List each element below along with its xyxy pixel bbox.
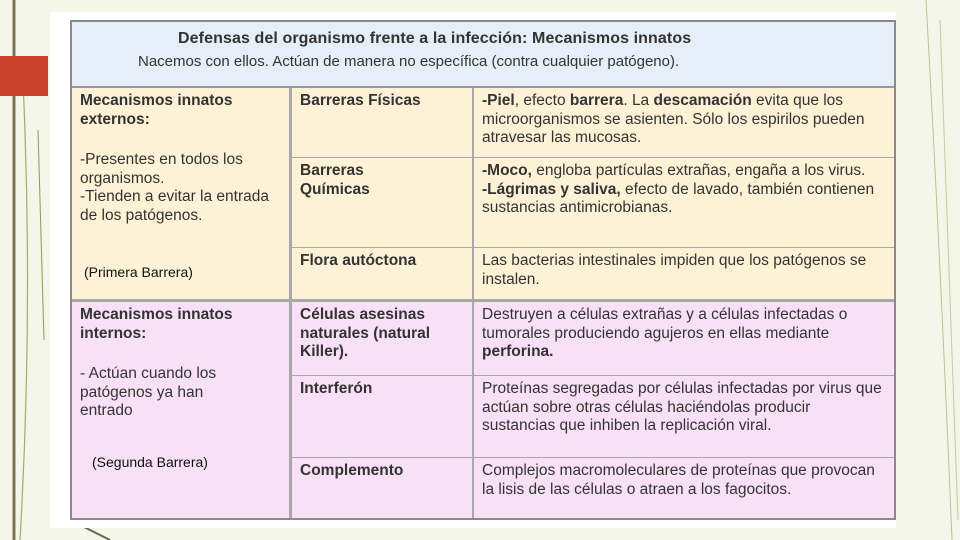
external-heading: Mecanismos innatos externos: [80,92,233,128]
second-barrier-note: (Segunda Barrera) [92,454,208,470]
native-flora-name: Flora autóctona [292,248,474,302]
nk-cells-name: Células asesinas naturales (natural Killer). [292,302,474,376]
physical-barriers-desc: -Piel, efecto barrera. La descamación evita que los microorganismos se asienten. Sólo los espirilos pueden atravesar las mucosas. [474,88,894,158]
external-point: -Presentes en todos los organismos. [80,151,243,187]
physical-barriers-name: Barreras Físicas [292,88,474,158]
slide [50,12,896,528]
innate-mechanisms-table [70,20,896,520]
accent-tab [0,56,48,96]
complement-desc: Complejos macromoleculares de proteínas que provocan la lisis de las células o atraen a los fagocitos. [474,458,894,518]
internal-point: - Actúan cuando los patógenos ya han entrado [80,365,217,419]
external-point: -Tienden a evitar la entrada de los patógenos. [80,188,269,224]
interferon-desc: Proteínas segregadas por células infectadas por virus que actúan sobre otras células haciéndolas producir sustancias que inhiben la replicación viral. [474,376,894,458]
first-barrier-note: (Primera Barrera) [84,264,193,280]
interferon-name: Interferón [292,376,474,458]
table-subtitle: Nacemos con ellos. Actúan de manera no específica (contra cualquier patógeno). [138,53,680,70]
native-flora-desc: Las bacterias intestinales impiden que los patógenos se instalen. [474,248,894,302]
internal-heading: Mecanismos innatos internos: [80,306,233,342]
nk-cells-desc: Destruyen a células extrañas y a células infectadas o tumorales produciendo agujeros en ellas mediante perforina. [474,302,894,376]
chemical-barriers-name: Barreras Químicas [292,158,474,248]
table-header [72,22,894,88]
complement-name: Complemento [292,458,474,518]
internal-mechanisms-cell [72,302,292,518]
chemical-barriers-desc: -Moco, engloba partículas extrañas, engaña a los virus. -Lágrimas y saliva, efecto de lavado, también contienen sustancias antimicrobianas. [474,158,894,248]
table-title: Defensas del organismo frente a la infección: Mecanismos innatos [178,30,692,47]
